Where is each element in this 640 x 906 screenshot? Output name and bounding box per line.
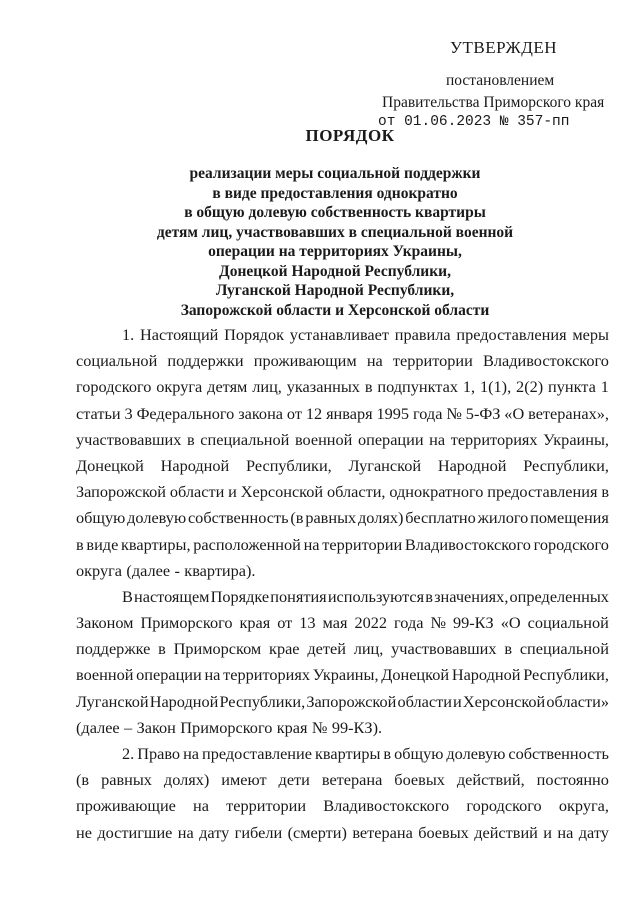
- body-word: области: [397, 691, 452, 711]
- body-word: специальной: [200, 429, 290, 449]
- body-word: устанавливает: [289, 325, 389, 344]
- body-word: действий,: [456, 770, 525, 790]
- body-line: [76, 453, 609, 479]
- body-word: квартира).: [184, 560, 256, 580]
- body-word: поддержке: [76, 639, 151, 659]
- subtitle-line: в виде предоставления однократно: [212, 184, 458, 202]
- body-word: №: [311, 717, 328, 737]
- body-word: 1.: [122, 325, 135, 344]
- body-word: Владивостокского: [323, 796, 450, 816]
- body-line: [76, 610, 609, 636]
- body-line: [76, 662, 609, 688]
- body-word: дети: [278, 770, 310, 790]
- approved-label: УТВЕРЖДЕН: [450, 38, 557, 57]
- body-word: (смерти): [287, 822, 347, 842]
- body-word: округа: [76, 560, 123, 580]
- body-word: Приморского: [140, 613, 233, 633]
- body-word: однократного: [389, 482, 484, 502]
- body-word: и: [543, 822, 552, 842]
- body-word: Владивостокского: [482, 351, 609, 371]
- body-word: 1995: [376, 403, 410, 423]
- body-word: собственность: [508, 744, 609, 763]
- body-word: участвовавших: [391, 639, 497, 659]
- body-word: округа,: [558, 796, 609, 816]
- body-word: пункта: [548, 377, 596, 397]
- body-word: крае: [269, 639, 300, 659]
- body-word: 2.: [122, 744, 135, 763]
- body-word: территориях: [450, 429, 538, 449]
- body-word: поддержки: [167, 351, 244, 371]
- body-word: значениях,: [434, 586, 509, 606]
- body-word: постоянно: [536, 770, 609, 790]
- body-word: Порядок: [224, 325, 285, 344]
- body-word: в: [601, 482, 609, 502]
- body-word: на: [193, 796, 209, 816]
- body-line: [76, 532, 609, 558]
- body-line: [76, 374, 609, 400]
- body-word: помещения: [530, 508, 609, 528]
- body-word: подпунктах: [377, 377, 458, 397]
- body-word: меры: [572, 325, 609, 344]
- body-word: городского: [533, 534, 609, 554]
- body-word: военной: [76, 665, 134, 685]
- body-word: ветеранах»,: [528, 403, 609, 423]
- body-line: [76, 767, 609, 793]
- body-word: января: [326, 403, 373, 423]
- body-word: 1: [600, 377, 609, 397]
- body-word: достигшие: [97, 822, 173, 842]
- body-line: [76, 584, 609, 610]
- body-word: в: [76, 534, 84, 554]
- body-word: собственность: [187, 508, 289, 528]
- resolution-label: постановлением: [446, 72, 555, 89]
- body-word: указанных: [286, 377, 360, 397]
- body-word: социальной: [527, 613, 609, 633]
- body-word: на: [366, 351, 383, 371]
- body-word: территории: [392, 351, 473, 371]
- body-word: «О: [500, 613, 521, 633]
- body-word: бесплатно: [405, 508, 476, 528]
- body-word: понятия: [270, 586, 327, 606]
- body-word: (далее: [76, 717, 120, 737]
- body-word: Закон: [136, 717, 176, 737]
- body-word: квартиры: [314, 744, 381, 763]
- subtitle-line: операции на территориях Украины,: [208, 243, 462, 260]
- body-word: Херсонской: [462, 691, 546, 711]
- body-word: предоставление: [202, 744, 312, 763]
- body-word: Донецкой: [381, 665, 450, 685]
- body-word: в: [504, 639, 513, 659]
- body-line: [76, 558, 609, 584]
- body-word: городского: [466, 796, 542, 816]
- subtitle-line: в общую долевую собственность квартиры: [184, 204, 486, 221]
- body-word: и: [453, 691, 462, 711]
- body-word: 1,: [462, 377, 476, 397]
- body-word: от: [277, 613, 293, 633]
- body-word: квартиры,: [121, 534, 191, 554]
- body-word: в: [158, 639, 166, 659]
- body-word: Приморского: [180, 717, 273, 737]
- body-line: [76, 322, 609, 348]
- body-word: на: [303, 534, 320, 554]
- body-word: предоставления: [456, 325, 567, 344]
- body-word: Порядке: [210, 586, 270, 606]
- body-word: Народной: [149, 691, 219, 711]
- body-word: расположенной: [193, 534, 301, 554]
- government-label: Правительства Приморского края: [382, 94, 605, 111]
- body-word: -: [174, 560, 180, 580]
- body-word: равных: [101, 770, 152, 790]
- body-word: (далее: [126, 560, 171, 580]
- body-word: и: [228, 482, 237, 502]
- body-word: операции: [357, 429, 424, 449]
- body-word: (в: [290, 508, 304, 528]
- body-word: на: [557, 822, 574, 842]
- body-word: городского: [76, 377, 152, 397]
- body-word: Народной: [451, 665, 521, 685]
- body-word: военной: [294, 429, 353, 449]
- body-word: №: [446, 403, 462, 423]
- body-line: [76, 689, 609, 715]
- body-word: –: [124, 717, 133, 737]
- body-word: предоставления: [487, 482, 598, 502]
- decree-number: от 01.06.2023 № 357-пп: [378, 114, 570, 130]
- body-word: 12: [305, 403, 323, 423]
- subtitle-line: Запорожской области и Херсонской области: [180, 301, 490, 319]
- body-word: Народной: [437, 455, 507, 475]
- body-word: края: [276, 717, 308, 737]
- body-word: В: [122, 586, 133, 606]
- body-word: 2022: [354, 613, 388, 633]
- body-word: области,: [326, 482, 386, 502]
- body-word: детей: [307, 639, 346, 659]
- body-word: от: [286, 403, 302, 423]
- body-word: равных: [305, 508, 357, 528]
- document-body: [76, 322, 609, 846]
- body-word: операции: [136, 665, 202, 685]
- body-word: Луганской: [348, 455, 422, 475]
- body-word: на: [204, 665, 221, 685]
- body-word: долевую: [446, 744, 506, 763]
- body-word: Запорожской: [306, 691, 397, 711]
- body-word: №: [430, 613, 446, 633]
- body-word: 13: [299, 613, 316, 633]
- body-word: 2(2): [516, 377, 544, 397]
- body-word: Республики,: [246, 455, 332, 475]
- body-word: на: [429, 429, 446, 449]
- body-word: Настоящий: [139, 325, 219, 344]
- body-word: Республики,: [219, 691, 306, 711]
- body-word: долевую: [127, 508, 187, 528]
- body-line: [76, 505, 609, 531]
- body-word: на: [177, 822, 194, 842]
- body-word: статьи: [76, 403, 121, 423]
- body-line: [76, 636, 609, 662]
- body-line: [76, 348, 609, 374]
- body-word: настоящем: [134, 586, 210, 606]
- body-word: действий: [474, 822, 538, 842]
- body-word: дату: [578, 822, 609, 842]
- subtitle-line: Луганской Народной Республики,: [215, 282, 455, 299]
- body-word: в: [187, 429, 195, 449]
- body-word: года: [412, 403, 443, 423]
- body-word: Республики,: [523, 665, 609, 685]
- body-line: [76, 715, 609, 741]
- body-word: боевых: [418, 822, 469, 842]
- body-word: жилого: [477, 508, 529, 528]
- body-word: года: [394, 613, 424, 633]
- body-word: имеют: [221, 770, 267, 790]
- body-word: Народной: [160, 455, 230, 475]
- body-word: 99-КЗ: [452, 613, 494, 633]
- body-word: в: [364, 377, 373, 397]
- body-word: Приморском: [173, 639, 262, 659]
- body-word: не: [76, 822, 92, 842]
- body-word: 5-ФЗ: [465, 403, 501, 423]
- body-word: 1(1),: [479, 377, 512, 397]
- body-word: ветерана: [352, 822, 413, 842]
- subtitle-line: детям лиц, участвовавших в специальной военной: [156, 223, 514, 241]
- document-subtitle: [0, 164, 640, 320]
- body-word: дату: [199, 822, 230, 842]
- body-word: края: [239, 613, 271, 633]
- body-word: в: [425, 586, 433, 606]
- body-word: в: [383, 744, 392, 763]
- body-word: Украины,: [543, 429, 609, 449]
- body-word: участвовавших: [76, 429, 182, 449]
- body-word: лиц,: [252, 377, 282, 397]
- body-word: используются: [327, 586, 425, 606]
- body-word: Украины,: [312, 665, 379, 685]
- body-word: лиц,: [353, 639, 384, 659]
- body-word: 99-КЗ).: [331, 717, 383, 737]
- body-word: проживающим: [253, 351, 357, 371]
- body-word: Законом: [76, 613, 134, 633]
- subtitle-line: реализации меры социальной поддержки: [189, 165, 481, 182]
- body-word: Луганской: [76, 691, 149, 711]
- body-word: долях): [358, 508, 404, 528]
- body-word: территории: [322, 534, 403, 554]
- body-line: [76, 401, 609, 427]
- body-word: Федерального: [136, 403, 235, 423]
- body-word: Право: [137, 744, 181, 763]
- body-word: Запорожской: [76, 482, 167, 502]
- body-line: [76, 793, 609, 819]
- body-word: боевых: [394, 770, 445, 790]
- body-word: проживающие: [76, 796, 176, 816]
- body-word: определенных: [509, 586, 609, 606]
- body-word: общую: [394, 744, 444, 763]
- body-word: области: [169, 482, 225, 502]
- body-word: виде: [86, 534, 119, 554]
- body-word: территории: [226, 796, 307, 816]
- body-word: округа: [156, 377, 203, 397]
- body-line: [76, 820, 609, 846]
- body-word: Донецкой: [76, 455, 144, 475]
- body-line: [76, 479, 609, 505]
- body-word: на: [183, 744, 200, 763]
- body-word: Владивостокского: [404, 534, 531, 554]
- body-word: специальной: [519, 639, 609, 659]
- body-word: области»: [546, 691, 609, 711]
- body-line: [76, 741, 609, 767]
- body-word: Херсонской: [240, 482, 324, 502]
- body-word: (в: [76, 770, 90, 790]
- body-word: долях): [163, 770, 210, 790]
- body-word: 3: [124, 403, 133, 423]
- body-word: гибели: [234, 822, 283, 842]
- subtitle-line: Донецкой Народной Республики,: [219, 262, 451, 280]
- body-word: «О: [504, 403, 525, 423]
- document-title: ПОРЯДОК: [305, 126, 395, 145]
- body-word: детям: [207, 377, 248, 397]
- body-word: правила: [394, 325, 451, 344]
- body-word: ветерана: [321, 770, 383, 790]
- body-word: Республики,: [523, 455, 609, 475]
- body-word: территориях: [223, 665, 310, 685]
- body-word: мая: [322, 613, 348, 633]
- body-word: социальной: [76, 351, 158, 371]
- body-word: общую: [76, 508, 126, 528]
- body-word: закона: [238, 403, 284, 423]
- body-line: [76, 427, 609, 453]
